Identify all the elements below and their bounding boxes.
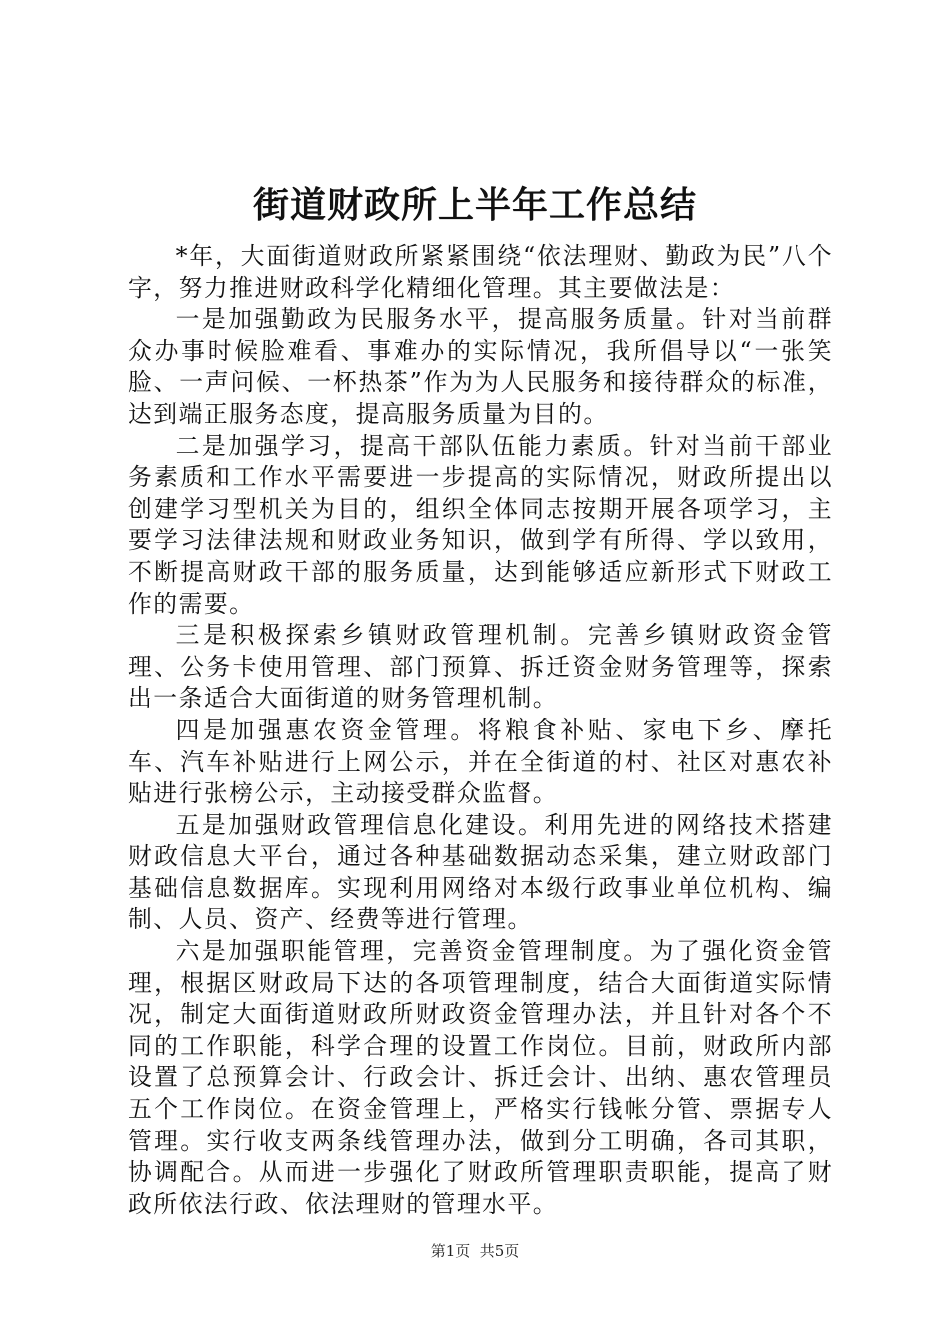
paragraph-point-6: 六是加强职能管理，完善资金管理制度。为了强化资金管理，根据区财政局下达的各项管理制度，结合大面街道实际情况，制定大面街道财政所财政资金管理办法，并且针对各个不同的工作职能，科学合理的设置工作岗位。目前，财政所内部设置了总预算会计、行政会计、拆迁会计、出纳、惠农管理员五个工作岗位。在资金管理上，严格实行钱帐分管、票据专人管理。实行收支两条线管理办法，做到分工明确，各司其职，协调配合。从而进一步强化了财政所管理职责职能，提高了财政所依法行政、依法理财的管理水平。 xyxy=(128,937,833,1218)
paragraph-point-4: 四是加强惠农资金管理。将粮食补贴、家电下乡、摩托车、汽车补贴进行上网公示，并在全街道的村、社区对惠农补贴进行张榜公示，主动接受群众监督。 xyxy=(128,715,833,808)
page-indicator: 第1页 共5页 xyxy=(430,1242,520,1260)
paragraph-point-3: 三是积极探索乡镇财政管理机制。完善乡镇财政资金管理、公务卡使用管理、部门预算、拆迁资金财务管理等，探索出一条适合大面街道的财务管理机制。 xyxy=(128,621,833,713)
paragraph-point-5: 五是加强财政管理信息化建设。利用先进的网络技术搭建财政信息大平台，通过各种基础数据动态采集，建立财政部门基础信息数据库。实现利用网络对本级行政事业单位机构、编制、人员、资产、经费等进行管理。 xyxy=(128,810,833,934)
page-footer xyxy=(0,1241,950,1261)
paragraph-intro: *年，大面街道财政所紧紧围绕“依法理财、勤政为民”八个字，努力推进财政科学化精细化管理。其主要做法是： xyxy=(128,242,833,302)
paragraph-point-1: 一是加强勤政为民服务水平，提高服务质量。针对当前群众办事时候脸难看、事难办的实际情况，我所倡导以“一张笑脸、一声问候、一杯热茶”作为为人民服务和接待群众的标准，达到端正服务态度，提高服务质量为目的。 xyxy=(128,305,833,428)
document-body xyxy=(128,241,833,1220)
document-title: 街道财政所上半年工作总结 xyxy=(252,184,697,226)
paragraph-point-2: 二是加强学习，提高干部队伍能力素质。针对当前干部业务素质和工作水平需要进一步提高的实际情况，财政所提出以创建学习型机关为目的，组织全体同志按期开展各项学习，主要学习法律法规和财政业务知识，做到学有所得、学以致用，不断提高财政干部的服务质量，达到能够适应新形式下财政工作的需要。 xyxy=(128,431,833,618)
